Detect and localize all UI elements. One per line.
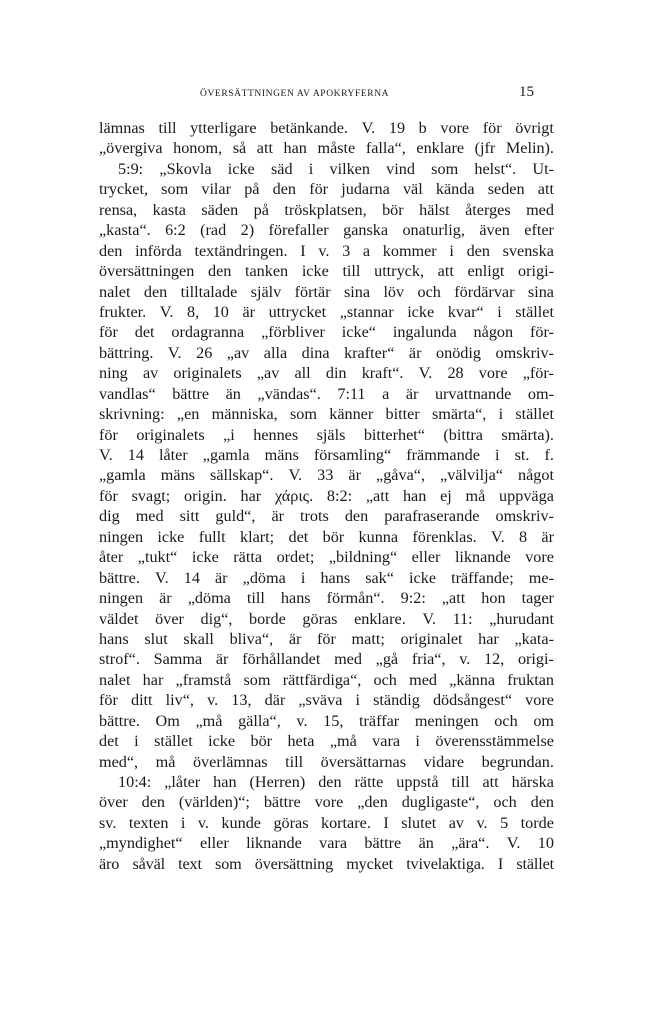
text-line: ning av originalets „av all din kraft“. V. 28 vore „för- bbox=[99, 364, 554, 383]
text-line: trycket, som vilar på den för judarna väl kända seden att bbox=[99, 180, 554, 199]
text-line: „kasta“. 6:2 (rad 2) förefaller ganska onaturlig, även efter bbox=[99, 221, 554, 240]
text-line: bättring. V. 26 „av alla dina krafter“ är onödig omskriv- bbox=[99, 343, 554, 362]
text-line: nalet den tilltalade själv förtär sina löv och fördärvar sina bbox=[99, 282, 554, 301]
text-line: V. 14 låter „gamla mäns församling“ främmande i st. f. bbox=[99, 446, 554, 464]
running-head: ÖVERSÄTTNINGEN AV APOKRYFERNA bbox=[200, 89, 390, 99]
text-line: 10:4: „låter han (Herren) den rätte uppstå till att härska bbox=[118, 773, 554, 791]
text-line: nalet har „framstå som rättfärdiga“, och med „känna fruktan bbox=[99, 670, 554, 689]
text-line: för det ordagranna „förbliver icke“ ingalunda någon för- bbox=[99, 323, 554, 342]
text-line: „övergiva honom, så att han måste falla“, enklare (jfr Melin). bbox=[99, 139, 554, 158]
text-line: bättre. Om „må gälla“, v. 15, träffar meningen och om bbox=[99, 711, 554, 730]
text-line: för ditt liv“, v. 13, där „sväva i ständig dödsångest“ vore bbox=[99, 691, 554, 710]
text-line: „myndighet“ eller liknande vara bättre än „ära“. V. 10 bbox=[99, 834, 554, 853]
text-line: översättningen den tanken icke till uttryck, att enligt origi- bbox=[99, 262, 554, 281]
text-line: väldet över dig“, borde göras enklare. V. 11: „hurudant bbox=[99, 609, 554, 628]
text-line: frukter. V. 8, 10 är uttrycket „stannar icke kvar“ i stället bbox=[99, 302, 554, 321]
text-line: strof“. Samma är förhållandet med „gå fria“, v. 12, origi- bbox=[99, 650, 554, 669]
text-line: åter „tukt“ icke rätta ordet; „bildning“ eller liknande vore bbox=[99, 548, 554, 567]
text-line: över den (världen)“; bättre vore „den dugligaste“, och den bbox=[99, 793, 554, 812]
text-line: för originalets „i hennes själs bitterhet“ (bittra smärta). bbox=[99, 425, 554, 444]
text-line: lämnas till ytterligare betänkande. V. 19 b vore för övrigt bbox=[99, 119, 554, 137]
text-line: bättre. V. 14 är „döma i hans sak“ icke träffande; me- bbox=[99, 568, 554, 587]
text-line: för svagt; origin. har χάρις. 8:2: „att han ej må uppväga bbox=[99, 486, 554, 505]
text-line: ningen är „döma till hans förmån“. 9:2: „att hon tager bbox=[99, 589, 554, 608]
text-line: vandlas“ bättre än „vändas“. 7:11 a är urvattnande om- bbox=[99, 384, 554, 403]
text-line: rensa, kasta säden på tröskplatsen, bör hälst återges med bbox=[99, 200, 554, 219]
text-line: sv. texten i v. kunde göras kortare. I slutet av v. 5 torde bbox=[99, 813, 554, 832]
text-line: dig med sitt guld“, är trots den parafraserande omskriv- bbox=[99, 507, 554, 526]
text-line: det i stället icke bör heta „må vara i överensstämmelse bbox=[99, 732, 554, 751]
text-line: 5:9: „Skovla icke säd i vilken vind som helst“. Ut- bbox=[118, 159, 554, 178]
text-line: hans slut skall bliva“, är för matt; originalet har „kata- bbox=[99, 629, 554, 648]
text-line: skrivning: „en människa, som känner bitter smärta“, i stället bbox=[99, 405, 554, 424]
text-line: den införda textändringen. I v. 3 a kommer i den svenska bbox=[99, 241, 554, 260]
body-text bbox=[99, 118, 554, 874]
text-line: med“, må överlämnas till översättarnas vidare begrundan. bbox=[99, 752, 554, 771]
text-line: „gamla mäns sällskap“. V. 33 är „gåva“, „välvilja“ något bbox=[99, 466, 554, 485]
text-line: äro såväl text som översättning mycket tvivelaktiga. I stället bbox=[99, 854, 554, 873]
page-number: 15 bbox=[519, 84, 534, 100]
text-line: ningen icke fullt klart; det bör kunna förenklas. V. 8 är bbox=[99, 527, 554, 546]
